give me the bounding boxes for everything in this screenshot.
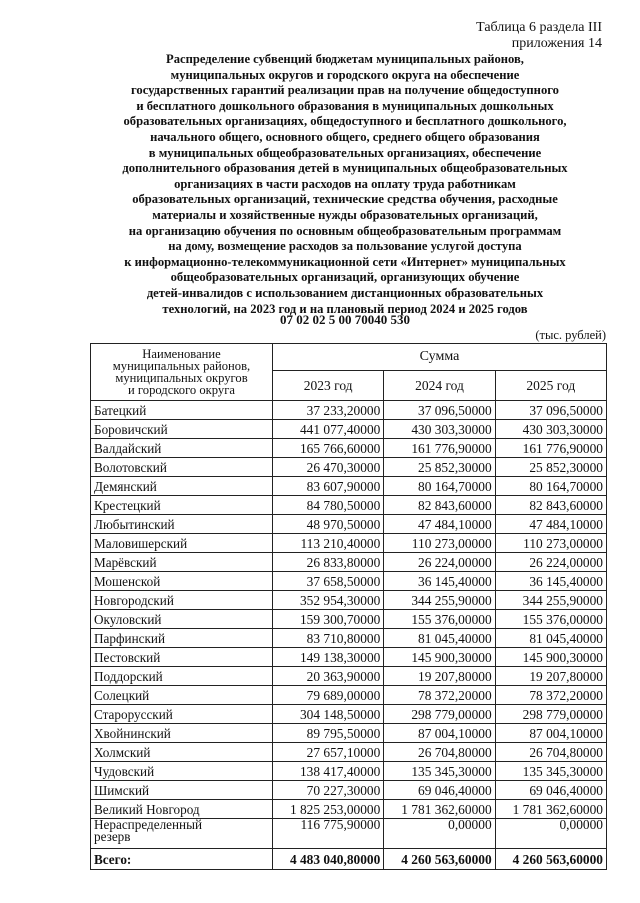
- district-name: Маловишерский: [91, 534, 273, 553]
- table-row: [91, 781, 607, 800]
- value-2024: 1 781 362,60000: [384, 800, 495, 819]
- value-2023: 79 689,00000: [273, 686, 384, 705]
- value-2023: 89 795,50000: [273, 724, 384, 743]
- district-name: Мошенской: [91, 572, 273, 591]
- district-name: Волотовский: [91, 458, 273, 477]
- reserve-name-line: резерв: [94, 829, 131, 844]
- title-line: образовательных организаций, технические средства обучения, расходные: [132, 192, 558, 207]
- table-row: [91, 705, 607, 724]
- value-2024: 69 046,40000: [384, 781, 495, 800]
- reserve-row: [91, 819, 607, 849]
- value-2025: 19 207,80000: [495, 667, 606, 686]
- district-name: Хвойнинский: [91, 724, 273, 743]
- value-2023: 20 363,90000: [273, 667, 384, 686]
- value-2024: 87 004,10000: [384, 724, 495, 743]
- value-2025: 36 145,40000: [495, 572, 606, 591]
- title-line: детей-инвалидов с использованием дистанционных образовательных: [146, 285, 544, 300]
- table-row: [91, 648, 607, 667]
- reference-line-2: приложения 14: [511, 36, 602, 51]
- value-2025: 69 046,40000: [495, 781, 606, 800]
- value-2024: 26 224,00000: [384, 553, 495, 572]
- value-2025: 344 255,90000: [495, 591, 606, 610]
- value-2023: 27 657,10000: [273, 743, 384, 762]
- district-name: Холмский: [91, 743, 273, 762]
- title-line: на организацию обучения по основным общеобразовательным программам: [128, 223, 562, 238]
- district-name: Поддорский: [91, 667, 273, 686]
- table-row: [91, 420, 607, 439]
- reference-line-1: Таблица 6 раздела III: [476, 20, 602, 35]
- district-name: Валдайский: [91, 439, 273, 458]
- value-2025: 26 704,80000: [495, 743, 606, 762]
- district-name: Марёвский: [91, 553, 273, 572]
- table-row: [91, 686, 607, 705]
- value-2024: 161 776,90000: [384, 439, 495, 458]
- value-2025: 78 372,20000: [495, 686, 606, 705]
- table-row: [91, 496, 607, 515]
- title-line: организациях в части расходов на оплату труда работникам: [174, 176, 516, 191]
- value-2023: 37 233,20000: [273, 401, 384, 420]
- table-row: [91, 762, 607, 781]
- value-2025: 110 273,00000: [495, 534, 606, 553]
- value-2025: 430 303,30000: [495, 420, 606, 439]
- value-2024: 430 303,30000: [384, 420, 495, 439]
- table-row: [91, 458, 607, 477]
- table-row: [91, 401, 607, 420]
- value-2025: 37 096,50000: [495, 401, 606, 420]
- reserve-value-2023: 116 775,90000: [273, 819, 384, 849]
- value-2024: 145 900,30000: [384, 648, 495, 667]
- name-header-line: Наименование: [142, 347, 221, 361]
- title-line: общеобразовательных организаций, организующих обучение: [170, 270, 520, 285]
- reserve-value-2025: 0,00000: [495, 819, 606, 849]
- total-2025: 4 260 563,60000: [495, 849, 606, 870]
- title-line: образовательных организациях, общедоступного и бесплатного дошкольного,: [123, 114, 567, 129]
- total-2024: 4 260 563,60000: [384, 849, 495, 870]
- reserve-name-line: Нераспределенный: [94, 817, 203, 832]
- value-2024: 26 704,80000: [384, 743, 495, 762]
- value-2024: 36 145,40000: [384, 572, 495, 591]
- column-header-name: [91, 344, 273, 401]
- total-2023: 4 483 040,80000: [273, 849, 384, 870]
- value-2024: 47 484,10000: [384, 515, 495, 534]
- table-row: [91, 610, 607, 629]
- value-2024: 37 096,50000: [384, 401, 495, 420]
- subvention-table: [90, 343, 607, 870]
- column-header-2023: 2023 год: [273, 371, 384, 401]
- value-2023: 1 825 253,00000: [273, 800, 384, 819]
- value-2023: 149 138,30000: [273, 648, 384, 667]
- table-row: [91, 515, 607, 534]
- value-2025: 25 852,30000: [495, 458, 606, 477]
- value-2023: 138 417,40000: [273, 762, 384, 781]
- district-name: Солецкий: [91, 686, 273, 705]
- value-2025: 145 900,30000: [495, 648, 606, 667]
- table-row: [91, 743, 607, 762]
- district-name: Крестецкий: [91, 496, 273, 515]
- table-row: [91, 572, 607, 591]
- value-2025: 161 776,90000: [495, 439, 606, 458]
- budget-code: 07 02 02 5 00 70040 530: [280, 312, 410, 327]
- table-row: [91, 591, 607, 610]
- value-2025: 155 376,00000: [495, 610, 606, 629]
- value-2023: 441 077,40000: [273, 420, 384, 439]
- value-2025: 80 164,70000: [495, 477, 606, 496]
- total-label: Всего:: [91, 849, 273, 870]
- district-name: Пестовский: [91, 648, 273, 667]
- title-line: технологий, на 2023 год и на плановый период 2024 и 2025 годов: [162, 301, 528, 316]
- title-line: муниципальных округов и городского округа на обеспечение: [170, 67, 520, 82]
- title-line: и бесплатного дошкольного образования в муниципальных дошкольных: [136, 98, 554, 113]
- district-name: Старорусский: [91, 705, 273, 724]
- district-name: Чудовский: [91, 762, 273, 781]
- district-name: Окуловский: [91, 610, 273, 629]
- value-2024: 344 255,90000: [384, 591, 495, 610]
- district-name: Боровичский: [91, 420, 273, 439]
- value-2023: 165 766,60000: [273, 439, 384, 458]
- table-row: [91, 724, 607, 743]
- value-2025: 81 045,40000: [495, 629, 606, 648]
- table-row: [91, 477, 607, 496]
- reserve-value-2024: 0,00000: [384, 819, 495, 849]
- document-title: [80, 52, 610, 317]
- value-2023: 113 210,40000: [273, 534, 384, 553]
- district-name: Батецкий: [91, 401, 273, 420]
- value-2025: 87 004,10000: [495, 724, 606, 743]
- value-2023: 70 227,30000: [273, 781, 384, 800]
- value-2023: 304 148,50000: [273, 705, 384, 724]
- title-line: к информационно-телекоммуникационной сети «Интернет» муниципальных: [124, 254, 566, 269]
- title-line: на дому, возмещение расходов за пользование услугой доступа: [168, 239, 522, 254]
- title-line: материалы и хозяйственные нужды образовательных организаций,: [152, 207, 538, 222]
- title-line: государственных гарантий реализации прав на получение общедоступного: [131, 83, 559, 98]
- column-header-sum: Сумма: [273, 344, 607, 371]
- value-2024: 81 045,40000: [384, 629, 495, 648]
- value-2023: 83 607,90000: [273, 477, 384, 496]
- value-2023: 84 780,50000: [273, 496, 384, 515]
- name-header-line: муниципальных округов: [115, 371, 248, 385]
- district-name: Новгородский: [91, 591, 273, 610]
- value-2025: 135 345,30000: [495, 762, 606, 781]
- table-row: [91, 534, 607, 553]
- units-note: (тыс. рублей): [535, 328, 606, 342]
- district-name: Шимский: [91, 781, 273, 800]
- value-2025: 82 843,60000: [495, 496, 606, 515]
- value-2024: 19 207,80000: [384, 667, 495, 686]
- reserve-name: [91, 819, 273, 849]
- table-header-row: [91, 344, 607, 371]
- value-2023: 48 970,50000: [273, 515, 384, 534]
- table-row: [91, 629, 607, 648]
- district-name: Великий Новгород: [91, 800, 273, 819]
- name-header-line: муниципальных районов,: [112, 359, 251, 373]
- value-2024: 110 273,00000: [384, 534, 495, 553]
- table-row: [91, 800, 607, 819]
- total-row: [91, 849, 607, 870]
- value-2024: 135 345,30000: [384, 762, 495, 781]
- value-2023: 26 470,30000: [273, 458, 384, 477]
- value-2023: 83 710,80000: [273, 629, 384, 648]
- table-row: [91, 667, 607, 686]
- district-name: Любытинский: [91, 515, 273, 534]
- title-line: начального общего, основного общего, среднего общего образования: [150, 129, 540, 144]
- document-reference: [476, 20, 602, 52]
- value-2025: 1 781 362,60000: [495, 800, 606, 819]
- column-header-2025: 2025 год: [495, 371, 606, 401]
- value-2024: 80 164,70000: [384, 477, 495, 496]
- title-line: Распределение субвенций бюджетам муниципальных районов,: [166, 52, 524, 66]
- value-2023: 26 833,80000: [273, 553, 384, 572]
- value-2024: 155 376,00000: [384, 610, 495, 629]
- column-header-2024: 2024 год: [384, 371, 495, 401]
- value-2024: 298 779,00000: [384, 705, 495, 724]
- value-2025: 26 224,00000: [495, 553, 606, 572]
- value-2024: 78 372,20000: [384, 686, 495, 705]
- value-2023: 159 300,70000: [273, 610, 384, 629]
- value-2023: 352 954,30000: [273, 591, 384, 610]
- title-line: в муниципальных общеобразовательных организациях, обеспечение: [148, 145, 542, 160]
- value-2025: 47 484,10000: [495, 515, 606, 534]
- district-name: Демянский: [91, 477, 273, 496]
- value-2024: 25 852,30000: [384, 458, 495, 477]
- table-row: [91, 439, 607, 458]
- table-row: [91, 553, 607, 572]
- name-header-line: и городского округа: [128, 383, 235, 397]
- title-line: дополнительного образования детей в муниципальных общеобразовательных: [122, 161, 568, 176]
- district-name: Парфинский: [91, 629, 273, 648]
- value-2023: 37 658,50000: [273, 572, 384, 591]
- value-2024: 82 843,60000: [384, 496, 495, 515]
- value-2025: 298 779,00000: [495, 705, 606, 724]
